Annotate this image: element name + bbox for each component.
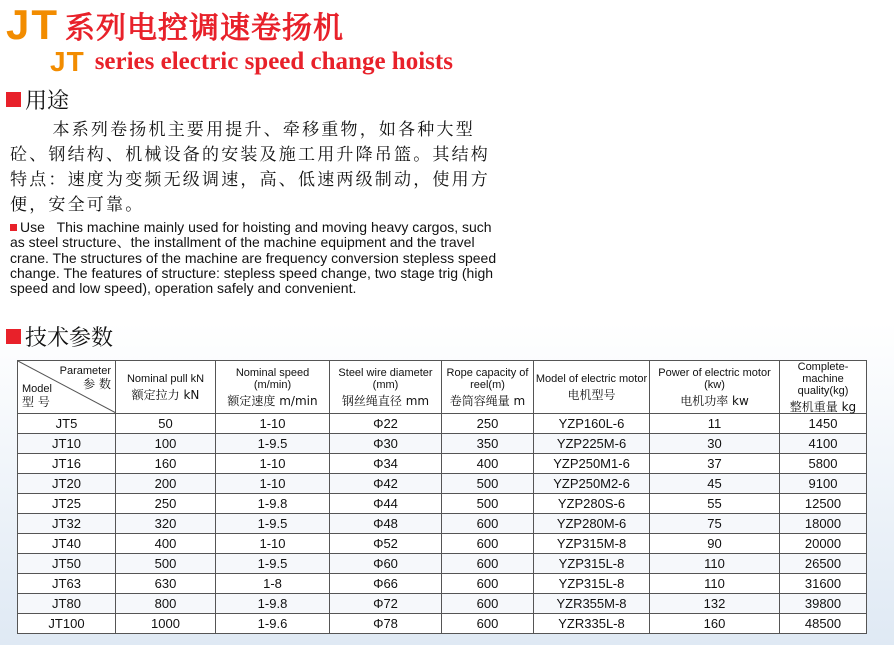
table-cell: 1450	[780, 414, 867, 434]
table-cell: JT16	[18, 454, 116, 474]
column-header: Model of electric motor 电机型号	[534, 361, 650, 414]
use-en-text: This machine mainly used for hoisting and moving heavy cargos, such as steel structure、the installment of the machine equipment and the travel crane. The structures of the machine are frequency conversion stepless speed change. The features of structure: stepless speed change, two stage trig (high speed and low speed), operation safely and convenient.	[10, 219, 497, 297]
tech-heading-text: 技术参数	[25, 326, 114, 351]
table-cell: 55	[650, 494, 780, 514]
table-cell: 630	[116, 574, 216, 594]
table-cell: 75	[650, 514, 780, 534]
corner-parameter-label	[60, 365, 111, 392]
use-heading	[6, 84, 69, 115]
table-cell: YZP225M-6	[534, 434, 650, 454]
table-cell: 90	[650, 534, 780, 554]
table-cell: 11	[650, 414, 780, 434]
table-row	[18, 594, 867, 614]
table-cell: JT10	[18, 434, 116, 454]
table-cell: Φ72	[330, 594, 442, 614]
table-cell: 250	[442, 414, 534, 434]
table-cell: 600	[442, 594, 534, 614]
table-row	[18, 514, 867, 534]
table-cell: YZP160L-6	[534, 414, 650, 434]
table-cell: JT100	[18, 614, 116, 634]
table-cell: 20000	[780, 534, 867, 554]
table-cell: 18000	[780, 514, 867, 534]
table-row	[18, 494, 867, 514]
table-cell: 132	[650, 594, 780, 614]
column-header: Nominal speed (m/min) 额定速度 m/min	[216, 361, 330, 414]
table-cell: 400	[442, 454, 534, 474]
table-header-row	[18, 361, 867, 414]
table-cell: 800	[116, 594, 216, 614]
table-cell: 500	[442, 474, 534, 494]
title-jt-large: JT	[6, 1, 60, 48]
column-header: Complete-machine quality(kg) 整机重量 kg	[780, 361, 867, 414]
table-cell: 600	[442, 514, 534, 534]
table-cell: 350	[442, 434, 534, 454]
table-cell: 26500	[780, 554, 867, 574]
table-cell: 5800	[780, 454, 867, 474]
table-cell: 31600	[780, 574, 867, 594]
table-cell: Φ44	[330, 494, 442, 514]
table-row	[18, 434, 867, 454]
table-cell: JT20	[18, 474, 116, 494]
use-heading-text: 用途	[25, 89, 70, 114]
table-row	[18, 414, 867, 434]
table-cell: JT40	[18, 534, 116, 554]
table-cell: YZP315L-8	[534, 574, 650, 594]
table-cell: 1000	[116, 614, 216, 634]
column-header: Power of electric motor (kw) 电机功率 kw	[650, 361, 780, 414]
table-cell: 1-9.6	[216, 614, 330, 634]
table-cell: Φ42	[330, 474, 442, 494]
table-cell: YZP315M-8	[534, 534, 650, 554]
corner-parameter-en: Parameter	[59, 365, 111, 377]
table-cell: 1-10	[216, 534, 330, 554]
table-cell: JT25	[18, 494, 116, 514]
table-cell: Φ52	[330, 534, 442, 554]
column-header: Steel wire diameter (mm) 钢丝绳直径 mm	[330, 361, 442, 414]
table-cell: 1-9.8	[216, 594, 330, 614]
table-cell: YZR335L-8	[534, 614, 650, 634]
column-header: Rope capacity of reel(m) 卷筒容绳量 m	[442, 361, 534, 414]
spec-table	[17, 360, 867, 634]
use-en-paragraph	[10, 220, 500, 296]
table-cell: 1-10	[216, 454, 330, 474]
tech-heading	[6, 321, 113, 352]
column-header: Nominal pull kN 额定拉力 kN	[116, 361, 216, 414]
table-cell: 37	[650, 454, 780, 474]
table-cell: YZR355M-8	[534, 594, 650, 614]
table-row	[18, 454, 867, 474]
table-cell: YZP315L-8	[534, 554, 650, 574]
red-square-icon	[6, 329, 21, 344]
corner-model-label	[22, 383, 52, 410]
table-cell: 400	[116, 534, 216, 554]
table-cell: JT80	[18, 594, 116, 614]
table-cell: YZP280M-6	[534, 514, 650, 534]
table-cell: 200	[116, 474, 216, 494]
table-cell: 50	[116, 414, 216, 434]
title-en-text: series electric speed change hoists	[94, 48, 453, 75]
table-cell: JT5	[18, 414, 116, 434]
table-cell: Φ22	[330, 414, 442, 434]
table-cell: 30	[650, 434, 780, 454]
table-cell: Φ48	[330, 514, 442, 534]
table-cell: 600	[442, 534, 534, 554]
table-cell: 1-9.5	[216, 514, 330, 534]
table-cell: JT50	[18, 554, 116, 574]
table-cell: 1-8	[216, 574, 330, 594]
corner-model-zh: 型 号	[22, 395, 50, 409]
table-cell: 100	[116, 434, 216, 454]
table-cell: 45	[650, 474, 780, 494]
table-cell: JT32	[18, 514, 116, 534]
table-cell: Φ78	[330, 614, 442, 634]
table-cell: 500	[116, 554, 216, 574]
table-cell: 1-10	[216, 474, 330, 494]
table-row	[18, 614, 867, 634]
table-cell: 160	[650, 614, 780, 634]
table-cell: YZP250M1-6	[534, 454, 650, 474]
title-english	[50, 46, 453, 78]
table-cell: 160	[116, 454, 216, 474]
table-cell: 110	[650, 554, 780, 574]
table-body	[18, 414, 867, 634]
table-cell: YZP280S-6	[534, 494, 650, 514]
table-cell: Φ30	[330, 434, 442, 454]
spec-table-container	[17, 360, 866, 636]
table-row	[18, 554, 867, 574]
table-cell: Φ34	[330, 454, 442, 474]
corner-parameter-zh: 参 数	[83, 377, 111, 391]
table-cell: 48500	[780, 614, 867, 634]
table-cell: 9100	[780, 474, 867, 494]
title-zh-text: 系列电控调速卷扬机	[65, 11, 345, 46]
table-cell: 1-9.8	[216, 494, 330, 514]
table-cell: 1-9.5	[216, 434, 330, 454]
table-row	[18, 534, 867, 554]
table-cell: 600	[442, 614, 534, 634]
table-cell: 12500	[780, 494, 867, 514]
table-cell: 500	[442, 494, 534, 514]
table-cell: 1-10	[216, 414, 330, 434]
table-row	[18, 574, 867, 594]
table-cell: 250	[116, 494, 216, 514]
table-cell: 39800	[780, 594, 867, 614]
table-cell: 600	[442, 574, 534, 594]
title-jt-small: JT	[50, 46, 85, 77]
table-cell: Φ60	[330, 554, 442, 574]
red-bullet-icon	[10, 224, 17, 231]
table-cell: 4100	[780, 434, 867, 454]
table-cell: 600	[442, 554, 534, 574]
table-row	[18, 474, 867, 494]
corner-model-en: Model	[22, 383, 52, 395]
title-chinese	[6, 2, 344, 48]
table-cell: 1-9.5	[216, 554, 330, 574]
table-cell: YZP250M2-6	[534, 474, 650, 494]
table-cell: 320	[116, 514, 216, 534]
table-cell: JT63	[18, 574, 116, 594]
table-cell: 110	[650, 574, 780, 594]
use-zh-paragraph: 本系列卷扬机主要用提升、牵移重物，如各种大型砼、钢结构、机械设备的安装及施工用升降吊篮。其结构特点：速度为变频无级调速，高、低速两级制动，使用方便，安全可靠。	[10, 120, 490, 215]
table-cell: Φ66	[330, 574, 442, 594]
corner-header-cell	[18, 361, 116, 414]
red-square-icon	[6, 92, 21, 107]
use-en-label: Use	[20, 219, 45, 235]
